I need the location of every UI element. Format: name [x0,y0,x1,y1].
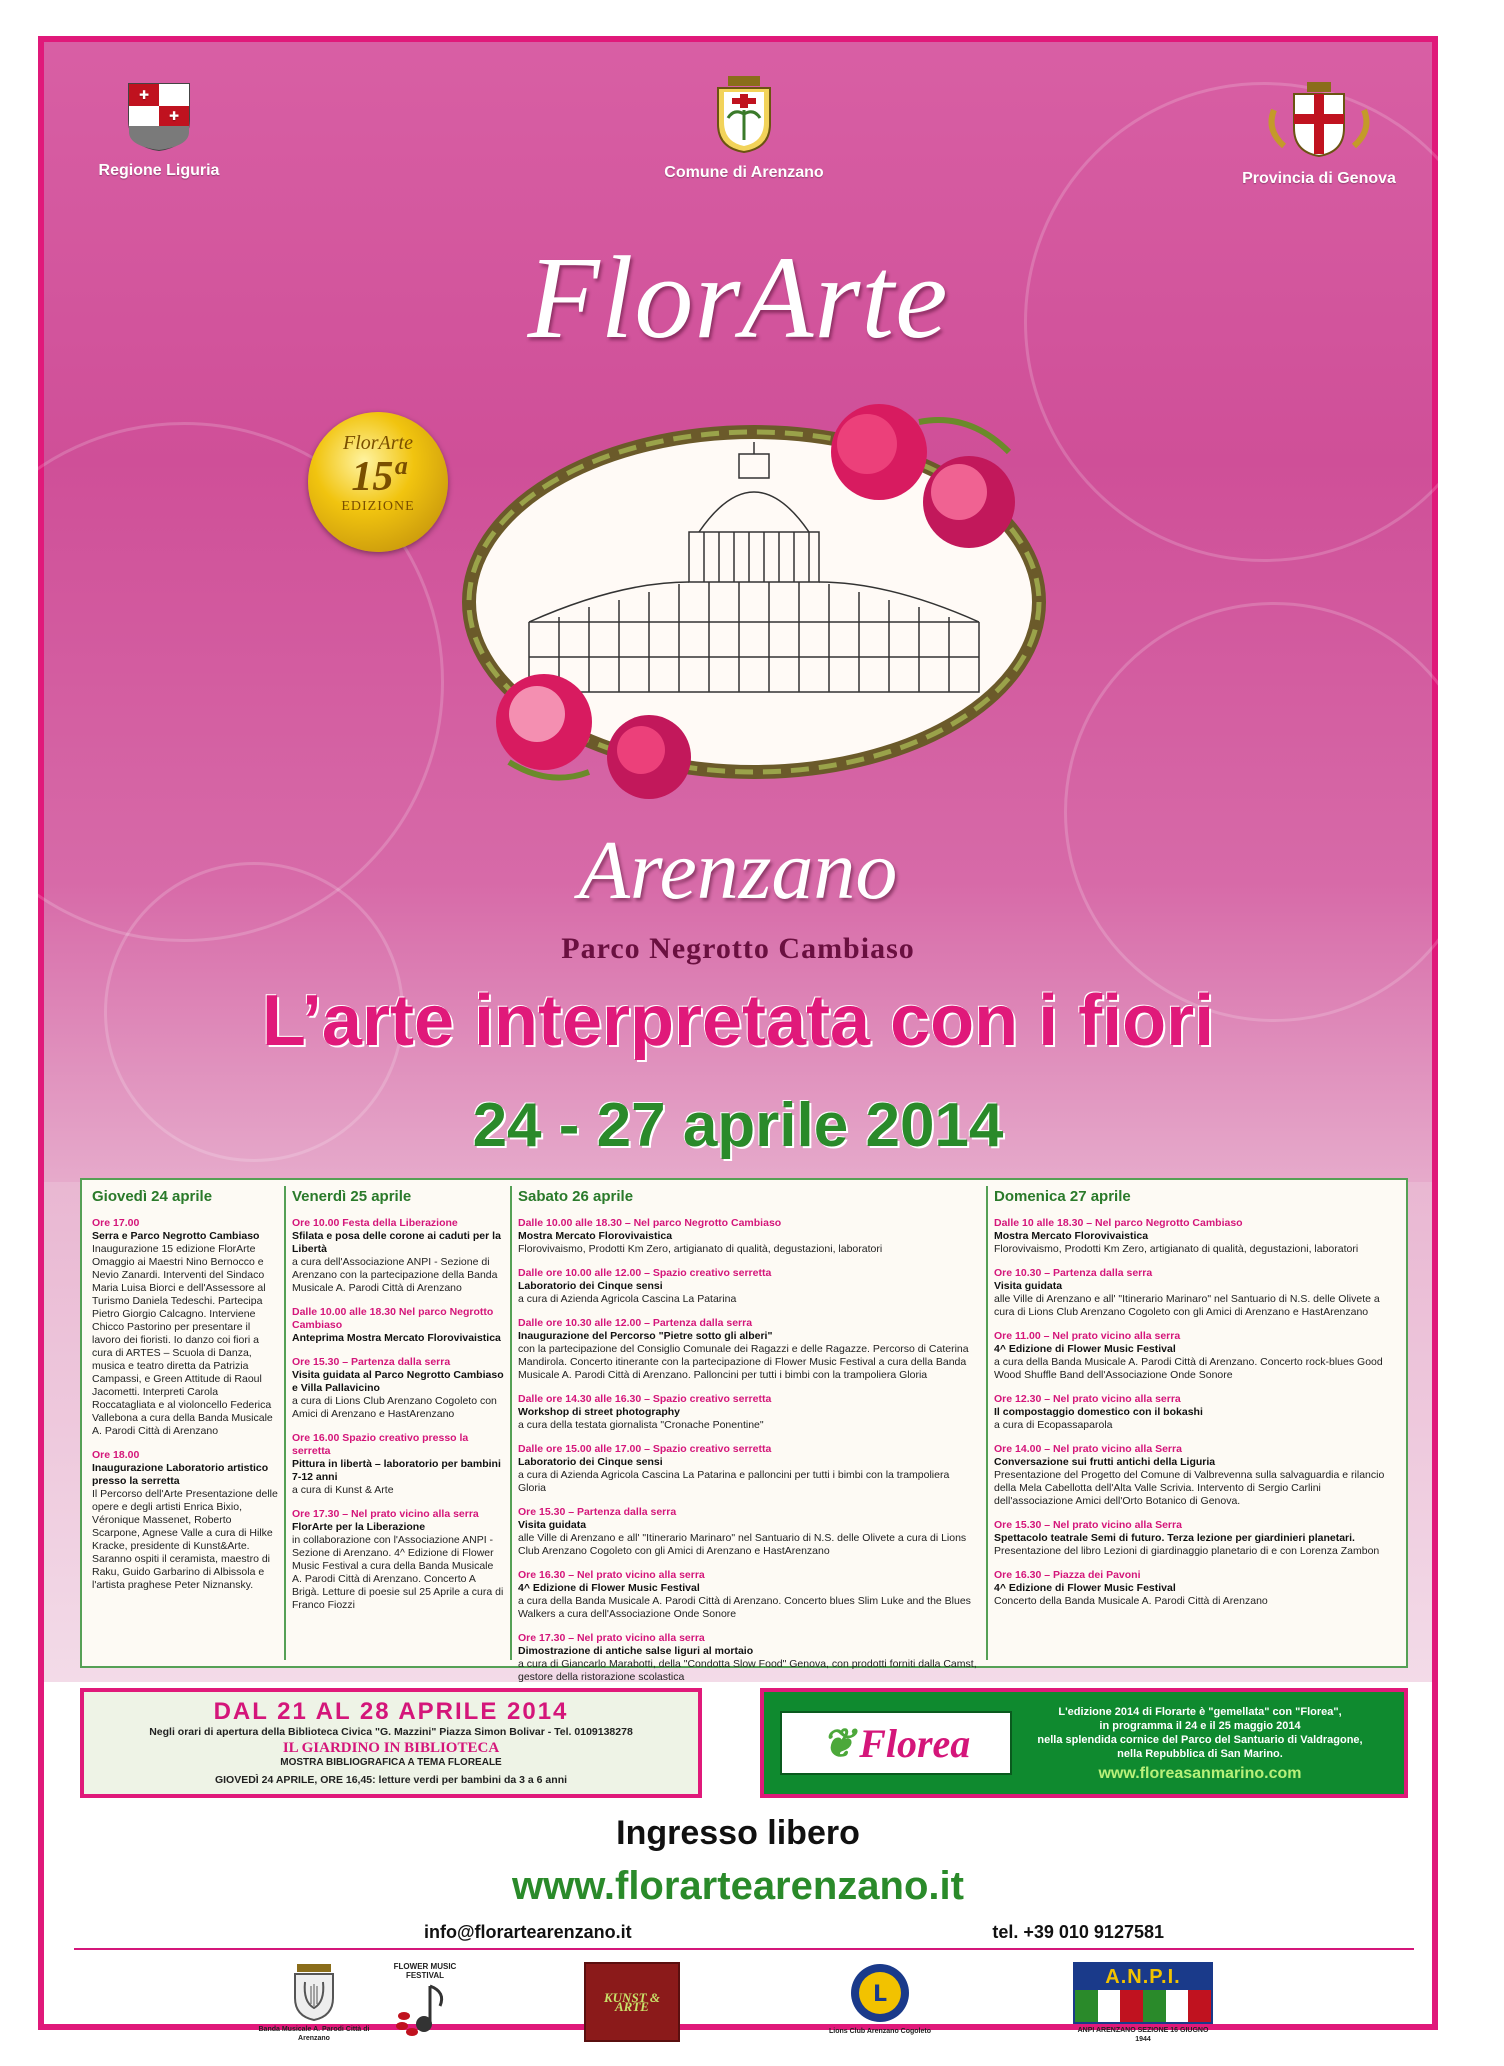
event-time: Ore 18.00 [92,1449,140,1461]
edition-medal [308,412,448,552]
event-head: Inaugurazione Laboratorio artistico presso la serretta [92,1462,269,1487]
email-link[interactable]: info@florartearenzano.it [424,1922,632,1942]
provincia-logo [1224,80,1414,188]
event-head: Anteprima Mostra Mercato Florovivaistica [292,1332,501,1344]
event-head: Spettacolo teatrale Semi di futuro. Terza lezione per giardinieri planetari. [994,1532,1355,1544]
sponsor-kunst-arte [584,1962,684,2042]
program-event [518,1632,980,1684]
comune-logo [654,74,834,182]
headline: L’arte interpretata con i fiori [261,981,1215,1061]
program-event [292,1356,504,1421]
divider [74,1948,1414,1950]
event-head: FlorArte per la Liberazione [292,1521,426,1533]
program-event [518,1569,980,1621]
event-body: a cura dell'Associazione ANPI - Sezione di Arenzano con la partecipazione della Banda Musicale A. Parodi Città di Arenzano [292,1256,498,1294]
library-name: IL GIARDINO IN BIBLIOTECA [282,1740,500,1756]
event-body: a cura di Azienda Agricola Cascina La Patarina e palloncini per tutti i bimbi con la trampoliera Gloria [518,1469,950,1494]
event-body: Inaugurazione 15 edizione FlorArte Omaggio ai Maestri Nino Bernocco e Nevio Zanardi. Interventi del Sindaco Maria Luisa Biorci e dell'Assessore al Turismo Daniela Tedeschi. Partecipa Pietro Giorgio Calcagno. Interviene Chicco Pastorino per presentare il lavoro dei fioristi. Io danzo coi fiori a cura di ARTES – Scuola di Danza, musica e teatro diretta da Patrizia Campassi, e Green Attitude di Raoul Jacometti. Interpreti Carola Roccatagliata e al violoncello Federica Vallebona a cura della Banda Musicale A. Parodi Città di Arenzano [92,1243,273,1437]
event-head: Laboratorio dei Cinque sensi [518,1280,663,1292]
day-heading: Domenica 27 aprile [994,1188,1131,1205]
event-head: Serra e Parco Negrotto Cambiaso [92,1230,260,1242]
event-title: FlorArte [527,232,949,363]
event-time: Ore 17.00 [92,1217,140,1229]
event-body: a cura di Ecopassaparola [994,1419,1113,1431]
event-head: Visita guidata [518,1519,587,1531]
italian-flag-icon [1075,1990,1211,2022]
event-head: Conversazione sui frutti antichi della Liguria [994,1456,1216,1468]
event-body: Florovivaismo, Prodotti Km Zero, artigianato di qualità, degustazioni, laboratori [518,1243,883,1255]
event-body: a cura di Kunst & Arte [292,1484,394,1496]
program-event [994,1217,1396,1256]
free-entry: Ingresso libero [616,1814,860,1852]
venue-subtitle: Parco Negrotto Cambiaso [561,932,915,965]
event-body: Il Percorso dell'Arte Presentazione delle opere e degli artisti Enrica Bixio, Véronique Massenet, Roberto Scarpone, Agnese Valle a cura di Hilke Kracke, presidente di Kunst&Arte. Saranno ospiti il ceramista, maestro di Raku, Guido Garbarino di Albissola e l'artista praghese Peter Niznansky. [92,1488,278,1591]
event-body: alle Ville di Arenzano e all' "Itinerario Marinaro" nel Santuario di N.S. delle Olivete a cura di Lions Club Arenzano Cogoleto con gli Amici di Arenzano e HastArenzano [518,1532,967,1557]
event-body: Presentazione del Progetto del Comune di Valbrevenna sulla salvaguardia e rilancio della Mela Cabellotta dell'Alta Valle Scrivia. Intervento di Sergio Carlini dell'associazione Amici dell'Orto Botanico di Genova. [994,1469,1385,1507]
event-time: Ore 11.00 – Nel prato vicino alla serra [994,1330,1181,1342]
event-body: con la partecipazione del Consiglio Comunale dei Ragazzi e delle Ragazze. Percorso di Caterina Mandirola. Concerto itinerante con la partecipazione di Flower Music Festival a cura della Banda Musicale A. Parodi Città di Arenzano. Palloncini per tutti i bimbi con la trampoliera Gloria [518,1343,969,1381]
event-body: a cura della testata giornalista "Cronache Ponentine" [518,1419,764,1431]
event-time: Ore 12.30 – Nel prato vicino alla serra [994,1393,1181,1405]
event-body: alle Ville di Arenzano e all' "Itinerario Marinaro" nel Santuario di N.S. delle Olivete a cura di Lions Club Arenzano Cogoleto con gli Amici di Arenzano e HastArenzano [994,1293,1380,1318]
program-event [994,1330,1396,1382]
program-event [292,1432,504,1497]
event-head: Mostra Mercato Florovivaistica [994,1230,1149,1242]
day-heading: Sabato 26 aprile [518,1188,634,1205]
program-event [994,1393,1396,1432]
comune-crest-icon [654,74,834,154]
medal-line3: EDIZIONE [341,499,415,514]
event-head: Inaugurazione del Percorso "Pietre sotto gli alberi" [518,1330,773,1342]
event-body: Concerto della Banda Musicale A. Parodi Città di Arenzano [994,1595,1268,1607]
medal-line1: FlorArte [343,432,413,454]
contacts [424,1922,1164,1943]
event-head: Il compostaggio domestico con il bokashi [994,1406,1203,1418]
library-note: GIOVEDÌ 24 APRILE, ORE 16,45: letture verdi per bambini da 3 a 6 anni [214,1774,568,1786]
event-time: Ore 16.00 Spazio creativo presso la serretta [292,1432,469,1457]
event-body: Presentazione del libro Lezioni di giardinaggio planetario di e con Lorenza Zambon [994,1545,1380,1557]
day-column-thursday [86,1186,286,1660]
wreath-greenhouse-illustration [449,392,1059,792]
svg-text:✚: ✚ [168,109,180,123]
phone-number: tel. +39 010 9127581 [992,1922,1164,1942]
sponsor-label: Lions Club Arenzano Cogoleto [828,2028,931,2035]
event-time: Dalle ore 10.30 alle 12.00 – Partenza dalla serra [518,1317,753,1329]
event-time: Ore 16.30 – Piazza dei Pavoni [994,1569,1141,1581]
event-time: Ore 10.00 Festa della Liberazione [292,1217,458,1229]
sponsor-banda [254,1962,374,2043]
event-time: Ore 16.30 – Nel prato vicino alla serra [518,1569,705,1581]
sponsor-lions [820,1962,940,2036]
program-event [518,1217,980,1256]
event-body: a cura di Lions Club Arenzano Cogoleto con Amici di Arenzano e HastArenzano [292,1395,497,1420]
program-event [518,1317,980,1382]
event-head: Visita guidata [994,1280,1063,1292]
program-event [292,1508,504,1612]
event-body: a cura della Banda Musicale A. Parodi Città di Arenzano. Concerto rock-blues Good Wood Shuffle Band dell'Associazione Onde Sonore [994,1356,1383,1381]
comune-label: Comune di Arenzano [664,164,824,181]
event-time: Dalle ore 10.00 alle 12.00 – Spazio creativo serretta [518,1267,772,1279]
event-time: Dalle 10 alle 18.30 – Nel parco Negrotto Cambiaso [994,1217,1243,1229]
place-title: Arenzano [578,824,898,917]
regione-label: Regione Liguria [98,162,220,179]
music-note-flower-icon [390,1982,460,2038]
program-schedule [80,1178,1408,1683]
leaf-icon: ❦ [821,1720,856,1766]
event-head: Workshop di street photography [518,1406,680,1418]
florea-line: in programma il 24 e il 25 maggio 2014 [1099,1720,1301,1732]
program-event [518,1443,980,1495]
day-heading: Venerdì 25 aprile [292,1188,412,1205]
fmf-label: FLOWER MUSIC FESTIVAL [393,1962,457,1980]
florea-line: nella splendida cornice del Parco del Santuario di Valdragone, [1037,1734,1363,1746]
event-head: Visita guidata al Parco Negrotto Cambiaso e Villa Pallavicino [292,1369,504,1394]
sponsor-anpi [1070,1962,1216,2044]
program-event [292,1217,504,1295]
florea-line: L'edizione 2014 di Florarte è "gemellata" con "Florea", [1058,1706,1342,1718]
event-body: in collaborazione con l'Associazione ANPI - Sezione di Arenzano. 4^ Edizione di Flower Music Festival a cura della Banda Musicale A. Parodi Città di Arenzano. Concerto A Brigà. Letture di poesie sul 25 Aprile a cura di Franco Fiozzi [292,1534,504,1611]
event-time: Ore 15.30 – Nel prato vicino alla Serra [994,1519,1182,1531]
florea-logo-text: Florea [859,1720,971,1766]
library-dates: DAL 21 AL 28 APRILE 2014 [213,1698,569,1725]
event-time: Ore 15.30 – Partenza dalla serra [292,1356,451,1368]
day-column-sunday [988,1186,1402,1660]
event-body: a cura di Azienda Agricola Cascina La Patarina [518,1293,737,1305]
event-body: a cura di Giancarlo Marabotti, della "Condotta Slow Food" Genova, con prodotti forniti dalla Camst, gestore della ristorazione scolastica [518,1658,977,1683]
library-hours: Negli orari di apertura della Biblioteca Civica "G. Mazzini" Piazza Simon Bolivar - Tel. 0109138278 [149,1726,633,1738]
program-event [994,1569,1396,1608]
library-subtitle: MOSTRA BIBLIOGRAFICA A TEMA FLOREALE [280,1757,502,1768]
program-event [994,1443,1396,1508]
event-head: Mostra Mercato Florovivaistica [518,1230,673,1242]
day-column-friday [286,1186,512,1660]
event-time: Dalle ore 15.00 alle 17.00 – Spazio creativo serretta [518,1443,772,1455]
florea-logo [780,1711,1012,1775]
program-event [994,1519,1396,1558]
anpi-logo [1073,1962,1213,2024]
sponsor-flower-music-festival [380,1962,470,2041]
program-event [518,1506,980,1558]
event-head: 4^ Edizione di Flower Music Festival [994,1582,1176,1594]
florea-box [760,1688,1408,1798]
florea-description [1012,1705,1388,1781]
lyre-icon [289,1962,339,2022]
day-heading: Giovedì 24 aprile [92,1188,213,1205]
event-time: Ore 14.00 – Nel prato vicino alla Serra [994,1443,1182,1455]
poster-frame [38,36,1438,2043]
lions-club-icon [849,1962,911,2024]
regione-crest-icon [74,80,244,152]
regione-logo [74,80,244,180]
library-exhibition-box [80,1688,702,1798]
program-event [518,1267,980,1306]
event-time: Dalle ore 14.30 alle 16.30 – Spazio creativo serretta [518,1393,772,1405]
program-event [92,1449,278,1592]
day-column-saturday [512,1186,988,1683]
event-head: 4^ Edizione di Flower Music Festival [518,1582,700,1594]
event-head: Dimostrazione di antiche salse liguri al mortaio [518,1645,754,1657]
sponsor-label: ANPI ARENZANO SEZIONE 16 GIUGNO 1944 [1077,2027,1209,2043]
provincia-crest-icon [1224,80,1414,160]
sponsor-label: Banda Musicale A. Parodi Città di Arenzano [258,2026,370,2042]
event-head: Sfilata e posa delle corone ai caduti per la Libertà [292,1230,501,1255]
program-event [292,1306,504,1345]
event-time: Ore 10.30 – Partenza dalla serra [994,1267,1153,1279]
program-event [994,1267,1396,1319]
event-dates: 24 - 27 aprile 2014 [472,1091,1004,1160]
event-body: Florovivaismo, Prodotti Km Zero, artigianato di qualità, degustazioni, laboratori [994,1243,1359,1255]
svg-text:✚: ✚ [138,88,150,102]
event-head: Laboratorio dei Cinque sensi [518,1456,663,1468]
provincia-label: Provincia di Genova [1242,170,1396,187]
website-link[interactable]: www.florartearenzano.it [512,1864,964,1908]
event-time: Dalle 10.00 alle 18.30 Nel parco Negrotto Cambiaso [292,1306,494,1331]
event-head: 4^ Edizione di Flower Music Festival [994,1343,1176,1355]
event-time: Dalle 10.00 alle 18.30 – Nel parco Negrotto Cambiaso [518,1217,782,1229]
florea-line: nella Repubblica di San Marino. [1117,1748,1283,1760]
event-time: Ore 17.30 – Nel prato vicino alla serra [292,1508,479,1520]
program-event [92,1217,278,1438]
florea-url-link[interactable]: www.floreasanmarino.com [1098,1765,1302,1782]
event-head: Pittura in libertà – laboratorio per bambini 7-12 anni [292,1458,501,1483]
medal-line2: 15ª [351,454,405,500]
event-time: Ore 17.30 – Nel prato vicino alla serra [518,1632,705,1644]
program-event [518,1393,980,1432]
svg-text:L: L [872,1982,888,2007]
kunst-arte-logo: KUNST & ARTE [584,1962,680,2042]
event-time: Ore 15.30 – Partenza dalla serra [518,1506,677,1518]
anpi-logo-text: A.N.P.I. [1075,1964,1211,1990]
event-body: a cura della Banda Musicale A. Parodi Città di Arenzano. Concerto blues Slim Luke and the Blues Walkers a cura dell'Associazione Onde Sonore [518,1595,971,1620]
